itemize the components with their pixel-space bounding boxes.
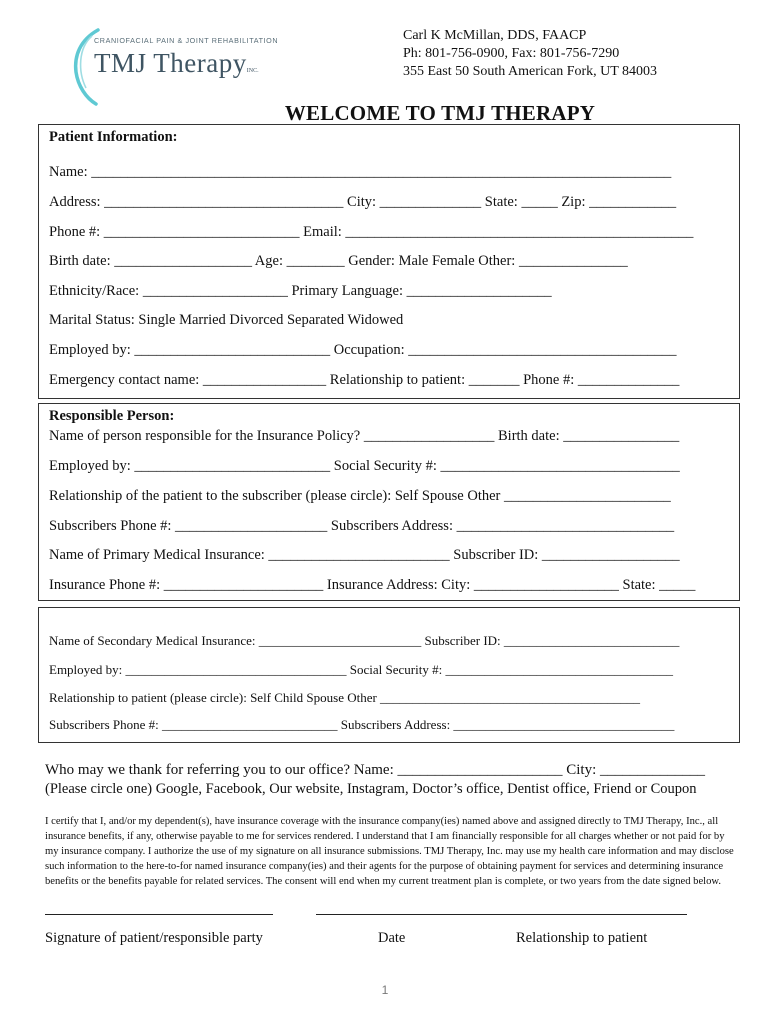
page-number: 1 xyxy=(381,983,389,997)
employer-ssn-field[interactable]: Employed by: ___________________________ Social Security #: _________________________________ xyxy=(49,458,680,474)
logo-tagline: CRANIOFACIAL PAIN & JOINT REHABILITATION xyxy=(94,36,279,45)
consent-text: I certify that I, and/or my dependent(s), have insurance coverage with the insurance company(ies) named above and assigned directly to TMJ Therapy, Inc., all insurance benefits, if any, otherwise payable to me for services rendered. I understand that I am financially responsible for all charges whether or not paid for by my insurance company. I authorize the use of my signature on all insurance submissions. TMJ Therapy, Inc. may use my health care information and may disclose such information to the here-to-for named insurance company(ies) and their agents for the purpose of obtaining payment for services and determining insurance benefits or the benefits payable for related services. The consent will end when my current treatment plan is complete, or two years from the date signed below. xyxy=(45,816,734,887)
subscriber-relationship-field[interactable]: Relationship of the patient to the subscriber (please circle): Self Spouse Other _______________________ xyxy=(49,488,671,504)
section-heading: Patient Information: xyxy=(49,129,178,145)
patient-signature-label: Signature of patient/responsible party xyxy=(45,930,263,946)
relationship-line[interactable] xyxy=(497,914,687,915)
contact-block xyxy=(403,27,657,81)
secondary-insurance-field[interactable]: Name of Secondary Medical Insurance: _________________________ Subscriber ID: ___________________________ xyxy=(49,633,680,648)
birth-age-gender-field[interactable]: Birth date: ___________________ Age: ________ Gender: Male Female Other: _______________ xyxy=(49,253,628,269)
office-address: 355 East 50 South American Fork, UT 84003 xyxy=(403,64,658,79)
secondary-subscriber-field[interactable]: Subscribers Phone #: ___________________________ Subscribers Address: __________________________________ xyxy=(49,717,675,732)
patient-information-section xyxy=(38,124,740,399)
ethnicity-language-field[interactable]: Ethnicity/Race: ____________________ Primary Language: ____________________ xyxy=(49,283,552,299)
relationship-label: Relationship to patient xyxy=(516,930,648,946)
referral-source-options[interactable]: (Please circle one) Google, Facebook, Our website, Instagram, Doctor’s office, Dentist office, Friend or Coupon xyxy=(45,781,697,797)
page-title: WELCOME TO TMJ THERAPY xyxy=(284,101,596,125)
tmj-therapy-logo xyxy=(68,26,278,108)
insurance-phone-address-field[interactable]: Insurance Phone #: ______________________ Insurance Address: City: ____________________ State: _____ xyxy=(49,577,696,593)
subscriber-phone-address-field[interactable]: Subscribers Phone #: _____________________ Subscribers Address: ______________________________ xyxy=(49,518,675,534)
responsible-person-section xyxy=(38,403,740,601)
logo-name: TMJ TherapyINC. xyxy=(94,48,259,78)
patient-signature-line[interactable] xyxy=(45,914,273,915)
emergency-contact-field[interactable]: Emergency contact name: _________________ Relationship to patient: _______ Phone #: ______________ xyxy=(49,372,680,388)
referral-name-field[interactable]: Who may we thank for referring you to our office? Name: ______________________ City: ______________ xyxy=(45,762,706,778)
phone-fax: Ph: 801-756-0900, Fax: 801-756-7290 xyxy=(403,46,620,61)
employment-field[interactable]: Employed by: ___________________________ Occupation: _____________________________________ xyxy=(49,342,677,358)
date-line[interactable] xyxy=(316,914,504,915)
doctor-name: Carl K McMillan, DDS, FAACP xyxy=(403,28,587,43)
phone-email-field[interactable]: Phone #: ___________________________ Email: ________________________________________________ xyxy=(49,224,694,240)
secondary-relationship-field[interactable]: Relationship to patient (please circle): Self Child Spouse Other ________________________________________ xyxy=(49,690,641,705)
date-label: Date xyxy=(378,930,406,946)
address-field[interactable]: Address: _________________________________ City: ______________ State: _____ Zip: ____________ xyxy=(49,194,677,210)
secondary-insurance-section xyxy=(38,607,740,743)
name-field[interactable]: Name: ________________________________________________________________________________ xyxy=(49,164,672,180)
marital-status-field[interactable]: Marital Status: Single Married Divorced Separated Widowed xyxy=(49,312,404,328)
secondary-employer-field[interactable]: Employed by: __________________________________ Social Security #: ___________________________________ xyxy=(49,662,673,677)
section-heading: Responsible Person: xyxy=(49,408,175,424)
primary-insurance-field[interactable]: Name of Primary Medical Insurance: _________________________ Subscriber ID: ___________________ xyxy=(49,547,680,563)
policy-holder-field[interactable]: Name of person responsible for the Insurance Policy? __________________ Birth date: ________________ xyxy=(49,428,680,444)
